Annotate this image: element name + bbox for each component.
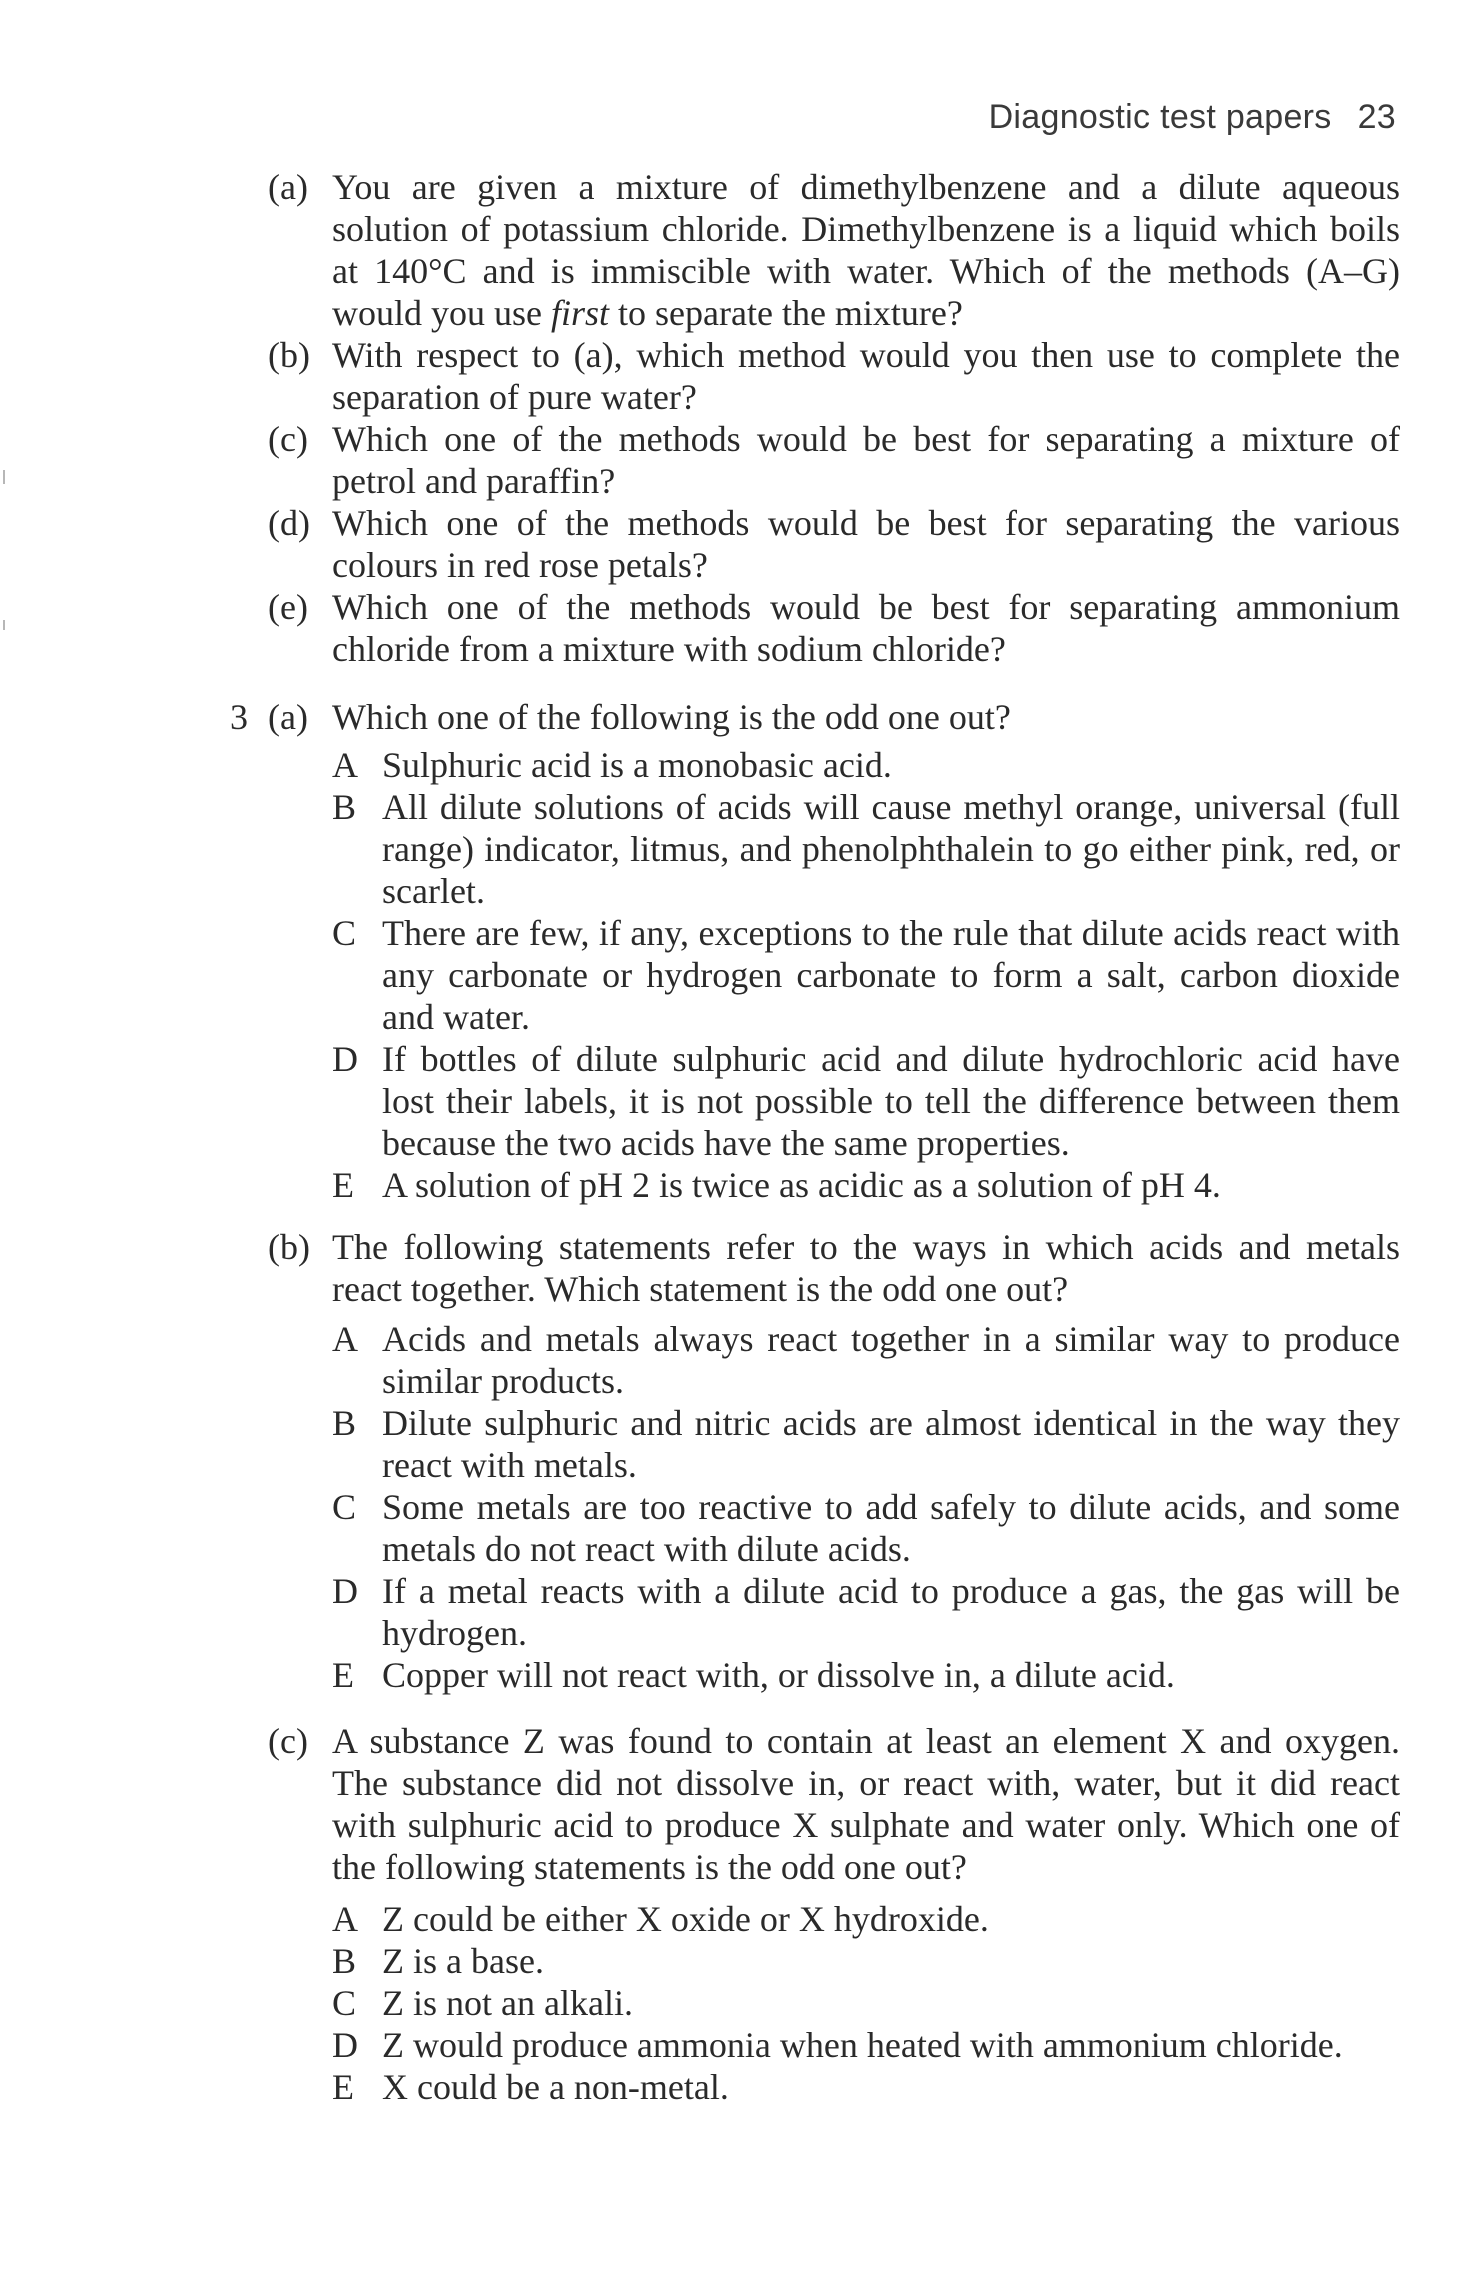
option-text: Z would produce ammonia when heated with ammonium chloride. — [382, 2025, 1343, 2065]
option-e — [332, 2066, 1400, 2108]
options-list — [332, 744, 1400, 1206]
option-letter: B — [332, 1941, 357, 1981]
question-2c — [0, 418, 1466, 502]
option-text: Z is not an alkali. — [382, 1983, 633, 2023]
part-label: (d) — [268, 503, 310, 543]
option-text: Z could be either X oxide or X hydroxide. — [382, 1899, 989, 1939]
part-label: (a) — [268, 697, 308, 737]
option-text: There are few, if any, exceptions to the rule that dilute acids react with any carbonate or hydrogen carbonate to form a salt, carbon dioxide and water. — [382, 913, 1400, 1037]
option-e — [332, 1654, 1400, 1696]
question-text: With respect to (a), which method would you then use to complete the separation of pure water? — [332, 335, 1400, 417]
option-letter: B — [332, 787, 357, 827]
option-b — [332, 1402, 1400, 1486]
option-c — [332, 1486, 1400, 1570]
emphasis-first: first — [551, 293, 610, 333]
question-2d — [0, 502, 1466, 586]
option-letter: A — [332, 745, 358, 785]
option-text: X could be a non-metal. — [382, 2067, 729, 2107]
option-letter: C — [332, 1983, 357, 2023]
question-stem: A substance Z was found to contain at least an element X and oxygen. The substance did not dissolve in, or react with, water, but it did react with sulphuric acid to produce X sulphate and water only. Which one of the following statements is the odd one out? — [332, 1721, 1400, 1887]
option-c — [332, 1982, 1400, 2024]
question-text: Which one of the methods would be best for separating a mixture of petrol and paraffin? — [332, 419, 1400, 501]
page-number: 23 — [1357, 98, 1396, 136]
option-a — [332, 744, 1400, 786]
option-text: Acids and metals always react together in a similar way to produce similar products. — [382, 1319, 1400, 1401]
question-2a — [0, 166, 1466, 334]
option-letter: E — [332, 1165, 354, 1205]
options-list — [332, 1898, 1400, 2108]
option-letter: C — [332, 913, 357, 953]
option-text: All dilute solutions of acids will cause methyl orange, universal (full range) indicator, litmus, and phenolphthalein to go either pink, red, or scarlet. — [382, 787, 1400, 911]
option-a — [332, 1898, 1400, 1940]
part-label: (b) — [268, 335, 310, 375]
option-letter: D — [332, 1571, 358, 1611]
option-a — [332, 1318, 1400, 1402]
question-2e — [0, 586, 1466, 670]
option-letter: E — [332, 2067, 354, 2107]
part-label: (e) — [268, 587, 308, 627]
header-title: Diagnostic test papers — [988, 98, 1332, 136]
question-2-parts — [0, 166, 1466, 670]
option-letter: B — [332, 1403, 357, 1443]
option-letter: C — [332, 1487, 357, 1527]
question-text: Which one of the methods would be best for separating the various colours in red rose petals? — [332, 503, 1400, 585]
options-list — [332, 1318, 1400, 1696]
option-e — [332, 1164, 1400, 1206]
question-3a — [0, 696, 1466, 1206]
question-text: Which one of the methods would be best for separating ammonium chloride from a mixture with sodium chloride? — [332, 587, 1400, 669]
part-label: (c) — [268, 1721, 308, 1761]
question-2b — [0, 334, 1466, 418]
option-text: Z is a base. — [382, 1941, 544, 1981]
part-label: (b) — [268, 1227, 310, 1267]
question-number: 3 — [230, 697, 248, 737]
option-letter: E — [332, 1655, 354, 1695]
option-letter: A — [332, 1319, 358, 1359]
option-c — [332, 912, 1400, 1038]
part-label: (c) — [268, 419, 308, 459]
option-text: Copper will not react with, or dissolve in, a dilute acid. — [382, 1655, 1175, 1695]
option-b — [332, 786, 1400, 912]
part-label: (a) — [268, 167, 308, 207]
option-text: If bottles of dilute sulphuric acid and dilute hydrochloric acid have lost their labels, it is not possible to tell the difference between them because the two acids have the same properties. — [382, 1039, 1400, 1163]
option-text: If a metal reacts with a dilute acid to produce a gas, the gas will be hydrogen. — [382, 1571, 1400, 1653]
running-header — [989, 98, 1396, 137]
option-text: Dilute sulphuric and nitric acids are almost identical in the way they react with metals. — [382, 1403, 1400, 1485]
option-letter: D — [332, 1039, 358, 1079]
option-d — [332, 1570, 1400, 1654]
question-stem: Which one of the following is the odd one out? — [332, 697, 1011, 737]
question-text: You are given a mixture of dimethylbenzene and a dilute aqueous solution of potassium chloride. Dimethylbenzene is a liquid which boils at 140°C and is immiscible with water. Which of the methods (A–G) would you use first to separate the mixture? — [332, 167, 1400, 333]
option-letter: A — [332, 1899, 358, 1939]
option-text: Sulphuric acid is a monobasic acid. — [382, 745, 892, 785]
question-3b — [0, 1226, 1466, 1696]
question-3c — [0, 1720, 1466, 2108]
option-letter: D — [332, 2025, 358, 2065]
option-text: Some metals are too reactive to add safely to dilute acids, and some metals do not react with dilute acids. — [382, 1487, 1400, 1569]
option-text: A solution of pH 2 is twice as acidic as a solution of pH 4. — [382, 1165, 1221, 1205]
question-stem: The following statements refer to the ways in which acids and metals react together. Which statement is the odd one out? — [332, 1227, 1400, 1309]
option-d — [332, 2024, 1400, 2066]
option-b — [332, 1940, 1400, 1982]
option-d — [332, 1038, 1400, 1164]
